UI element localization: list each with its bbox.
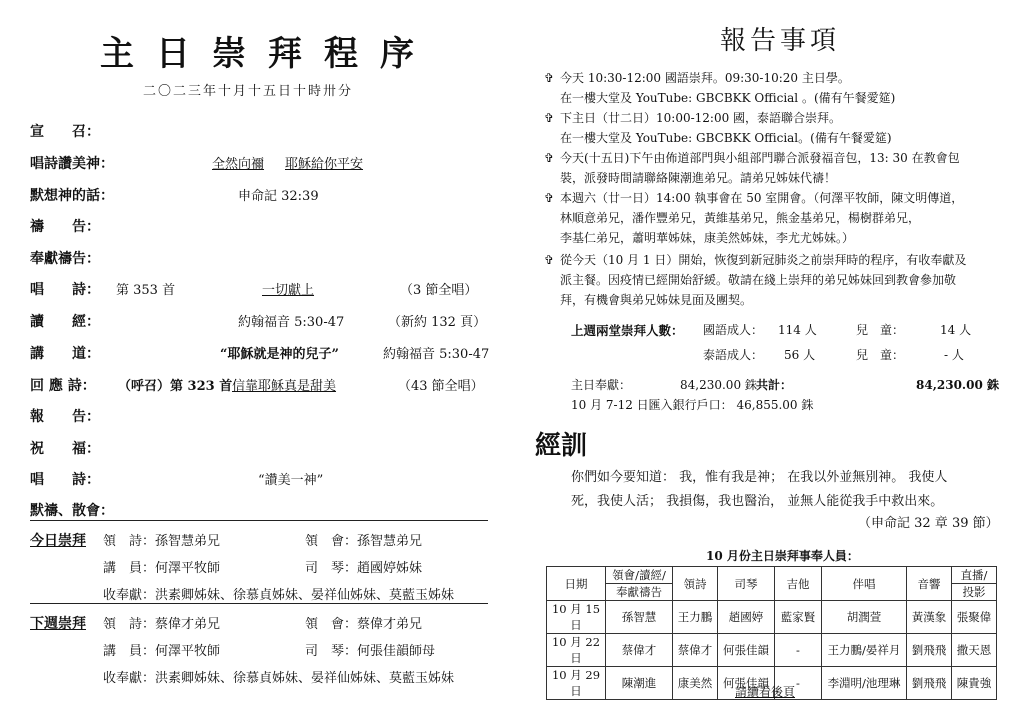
- today-lead-hymn: 領 詩：孫智慧弟兄: [103, 534, 221, 549]
- announcement-line: 本週六（廿一日）14:00 執事會在 50 室開會。（何澤平牧師，陳文明傳道，: [560, 191, 964, 205]
- table-cell: 康美然: [673, 667, 718, 700]
- table-cell: 10 月 29 日: [547, 667, 606, 700]
- blessing-label: 祝 福：: [30, 441, 100, 457]
- today-label: 今日崇拜: [30, 533, 86, 549]
- hymn-song1: 全然向禰: [212, 157, 265, 172]
- announcement-line: 下主日（廿二日）10:00-12:00 國，泰語聯合崇拜。: [560, 111, 842, 125]
- table-cell: 蔡偉才: [673, 634, 718, 667]
- hymn2-song: “讚美一神”: [258, 473, 324, 488]
- cross-bullet-icon: ✞: [544, 71, 555, 85]
- table-row: [547, 601, 997, 634]
- table-cell: 趙國婷: [718, 601, 775, 634]
- reading-label: 讀 經：: [30, 314, 100, 330]
- table-cell: 胡潤萱: [822, 601, 907, 634]
- today-speaker: 講 員：何澤平牧師: [103, 561, 221, 576]
- announcement-item: [544, 188, 1000, 248]
- thai-adult-count: 56 人: [784, 348, 816, 362]
- verse-title: 經訓: [535, 431, 588, 461]
- sermon-label: 講 道：: [30, 346, 100, 362]
- today-offering: 收奉獻：洪素卿姊妹、徐慕貞姊妹、晏祥仙姊妹、莫藍玉姊妹: [103, 588, 455, 603]
- bank-deposit: 10 月 7-12 日匯入銀行戶口： 46,855.00 銖: [571, 398, 814, 412]
- table-cell: 劉飛飛: [907, 634, 952, 667]
- table-cell: 孫智慧: [606, 601, 673, 634]
- table-cell: 李淵明/池理琳: [822, 667, 907, 700]
- sermon-ref: 約翰福音 5:30-47: [383, 347, 490, 362]
- duty-header-cell: 司琴: [718, 567, 775, 601]
- hymn-number: 第 353 首: [116, 283, 176, 298]
- announcement-line: 在一樓大堂及 YouTube: GBCBKK Official 。(備有午餐愛筵): [560, 91, 896, 105]
- divider-next: [30, 603, 488, 604]
- thai-child-count: - 人: [944, 348, 964, 362]
- announcement-line: 從今天（10 月 1 日）開始，恢復到新冠肺炎之前崇拜時的程序，有收奉獻及: [560, 253, 967, 267]
- response-label: 回 應 詩：: [30, 378, 96, 394]
- divider-today: [30, 520, 488, 521]
- hymn-note: （3 節全唱）: [400, 283, 478, 298]
- reading-page: （新約 132 頁）: [388, 315, 487, 330]
- duty-header-row: [547, 567, 997, 584]
- total-label: 共計：: [756, 378, 793, 392]
- next-offering: 收奉獻：洪素卿姊妹、徐慕貞姊妹、晏祥仙姊妹、莫藍玉姊妹: [103, 671, 455, 686]
- duty-header-cell: 音響: [907, 567, 952, 601]
- announcement-line: 今天 10:30-12:00 國語崇拜。09:30-10:20 主日學。: [560, 71, 850, 85]
- table-cell: 10 月 15 日: [547, 601, 606, 634]
- page-title: 主日崇拜程序: [100, 34, 436, 74]
- meditation-label: 默想神的話：: [30, 188, 114, 204]
- sunday-offering-label: 主日奉獻：: [571, 378, 632, 392]
- announcement-line: 派主餐。因疫情已經開始舒緩。敬請在綫上崇拜的弟兄姊妹回到教會參加敬: [560, 273, 957, 287]
- sunday-offering-amount: 84,230.00 銖: [680, 378, 757, 392]
- table-cell: 藍家賢: [775, 601, 822, 634]
- announcement-line: 拜，有機會與弟兄姊妹見面及團契。: [560, 293, 753, 307]
- table-cell: 撒天恩: [952, 634, 997, 667]
- table-cell: 張聚偉: [952, 601, 997, 634]
- response-song: 信靠耶穌真是甜美: [232, 379, 337, 394]
- duty-table: [546, 566, 997, 700]
- thai-child-label: 兒 童：: [856, 348, 905, 362]
- table-cell: 王力鵬/晏祥月: [822, 634, 907, 667]
- duty-header-cell: 領詩: [673, 567, 718, 601]
- hymn2-label: 唱 詩：: [30, 472, 100, 488]
- total-amount: 84,230.00 銖: [916, 378, 999, 392]
- cross-bullet-icon: ✞: [544, 191, 555, 205]
- hymn-song: 一切獻上: [262, 283, 315, 298]
- verse-line1: 你們如今要知道： 我，惟有我是神； 在我以外並無別神。 我使人: [571, 470, 948, 485]
- duty-header-cell: 直播/: [952, 567, 997, 584]
- response-note: （43 節全唱）: [398, 379, 484, 394]
- table-cell: 王力鵬: [673, 601, 718, 634]
- today-lead-worship: 領 會：孫智慧弟兄: [305, 534, 423, 549]
- announcement-item: [544, 108, 1000, 148]
- announcement-line: 裝，派發時間請聯絡陳潮進弟兄。請弟兄姊妹代禱！: [560, 171, 837, 185]
- next-label: 下週崇拜: [30, 616, 86, 632]
- table-cell: 何張佳韻: [718, 634, 775, 667]
- next-lead-worship: 領 會：蔡偉才弟兄: [305, 617, 423, 632]
- hymn-song2: 耶穌給你平安: [285, 157, 364, 172]
- announcement-line: 林順意弟兄，潘作豐弟兄，黃維基弟兄，熊金基弟兄，楊樹群弟兄，: [560, 211, 921, 225]
- verse-reference: （申命記 32 章 39 節）: [858, 516, 999, 531]
- announcements-title: 報告事項: [720, 26, 841, 56]
- cross-bullet-icon: ✞: [544, 111, 555, 125]
- sermon-topic: “耶穌就是神的兒子”: [220, 347, 339, 362]
- table-cell: -: [775, 667, 822, 700]
- table-row: [547, 634, 997, 667]
- service-date: 二〇二三年十月十五日十時卅分: [143, 84, 354, 99]
- next-organist: 司 琴：何張佳韻師母: [305, 644, 436, 659]
- table-cell: 黃漢象: [907, 601, 952, 634]
- announcement-item: [544, 148, 1000, 188]
- duty-header-cell: 日期: [547, 567, 606, 601]
- duty-header-cell: 領會/讀經/: [606, 567, 673, 584]
- announcement-line: 在一樓大堂及 YouTube: GBCBKK Official。(備有午餐愛筵): [560, 131, 892, 145]
- announcement-line: 今天(十五日)下午由佈道部門與小組部門聯合派發福音包，13: 30 在教會包: [560, 151, 960, 165]
- attendance-label: 上週兩堂崇拜人數：: [571, 323, 684, 338]
- table-cell: 10 月 22 日: [547, 634, 606, 667]
- announcement-item: [544, 250, 1000, 310]
- table-cell: 蔡偉才: [606, 634, 673, 667]
- next-lead-hymn: 領 詩：蔡偉才弟兄: [103, 617, 221, 632]
- table-cell: -: [775, 634, 822, 667]
- report-label: 報 告：: [30, 409, 100, 425]
- duty-title: 10 月份主日崇拜事奉人員：: [706, 549, 859, 563]
- cross-bullet-icon: ✞: [544, 253, 555, 267]
- cross-bullet-icon: ✞: [544, 151, 555, 165]
- call-label: 宣 召：: [30, 124, 100, 140]
- table-cell: 何張佳韻: [718, 667, 775, 700]
- duty-header-cell: 投影: [952, 584, 997, 601]
- response-prefix: （呼召）第 323 首: [118, 379, 233, 394]
- table-cell: 陳貴強: [952, 667, 997, 700]
- table-cell: 劉飛飛: [907, 667, 952, 700]
- table-cell: 陳潮進: [606, 667, 673, 700]
- mandarin-adult-label: 國語成人：: [703, 323, 764, 337]
- duty-header-cell: 伴唱: [822, 567, 907, 601]
- announcement-line: 李基仁弟兄，蕭明華姊妹，康美然姊妹，李尤尤姊妹。）: [560, 231, 855, 245]
- thai-adult-label: 泰語成人：: [703, 348, 764, 362]
- mandarin-adult-count: 114 人: [778, 323, 817, 337]
- meditation-value: 申命記 32:39: [238, 189, 319, 204]
- silent-prayer-label: 默禱、散會：: [30, 503, 114, 519]
- duty-header-cell: 吉他: [775, 567, 822, 601]
- hymn-label: 唱 詩：: [30, 282, 100, 298]
- reading-ref: 約翰福音 5:30-47: [238, 315, 345, 330]
- mandarin-child-label: 兒 童：: [856, 323, 905, 337]
- next-speaker: 講 員：何澤平牧師: [103, 644, 221, 659]
- continue-note: 請續看後頁: [735, 685, 796, 699]
- prayer-label: 禱 告：: [30, 219, 100, 235]
- hymns-label: 唱詩讚美神：: [30, 156, 114, 172]
- offering-prayer-label: 奉獻禱告：: [30, 251, 100, 267]
- verse-line2: 死，我使人活； 我損傷，我也醫治， 並無人能從我手中救出來。: [571, 494, 944, 509]
- announcement-item: [544, 68, 1000, 108]
- duty-header-cell: 奉獻禱告: [606, 584, 673, 601]
- mandarin-child-count: 14 人: [940, 323, 972, 337]
- today-organist: 司 琴：趙國婷姊妹: [305, 561, 423, 576]
